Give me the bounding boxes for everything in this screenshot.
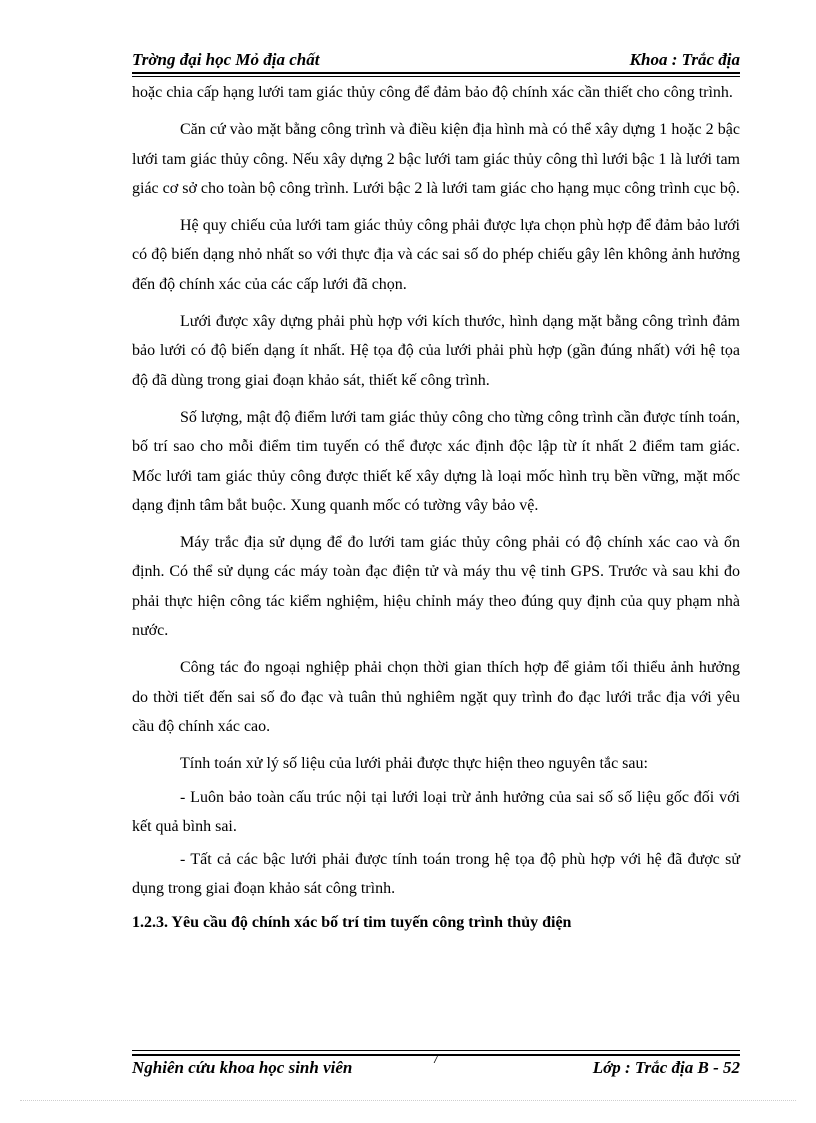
paragraph-1: hoặc chia cấp hạng lưới tam giác thủy công để đảm bảo độ chính xác cần thiết cho công trình. <box>132 84 733 101</box>
paragraph-6: Máy trắc địa sử dụng để đo lưới tam giác thủy công phải có độ chính xác cao và ổn định. Có thể sử dụng các máy toàn đạc điện tử và máy thu vệ tinh GPS. Trước và sau khi đo phải thực hiện công tác kiểm nghiệm, hiệu chỉnh máy theo đúng quy định của quy phạm nhà nước. <box>132 534 740 640</box>
page-boundary-dots <box>20 1100 796 1101</box>
paragraph-8: Tính toán xử lý số liệu của lưới phải được thực hiện theo nguyên tắc sau: <box>180 755 648 773</box>
page-body <box>132 78 740 937</box>
paragraph-2: Căn cứ vào mặt bằng công trình và điều kiện địa hình mà có thể xây dựng 1 hoặc 2 bậc lưới tam giác thủy công. Nếu xây dựng 2 bậc lưới tam giác thủy công thì lưới bậc 1 là lưới tam giác cơ sở cho toàn bộ công trình. Lưới bậc 2 là lưới tam giác cho hạng mục công trình cục bộ. <box>132 121 740 197</box>
paragraph-5: Số lượng, mật độ điểm lưới tam giác thủy công cho từng công trình cần được tính toán, bố trí sao cho mỗi điểm tim tuyến có thể được xác định độc lập từ ít nhất 2 điểm tam giác. Mốc lưới tam giác thủy công được thiết kế xây dựng là loại mốc hình trụ bền vững, mặt mốc dạng định tâm bắt buộc. Xung quanh mốc có tường vây bảo vệ. <box>132 408 740 514</box>
footer-class: Lớp : Trắc địa B - 52 <box>592 1058 740 1077</box>
page-header <box>132 50 740 72</box>
paragraph-4: Lưới được xây dựng phải phù hợp với kích thước, hình dạng mặt bằng công trình đảm bảo lưới có độ biến dạng ít nhất. Hệ tọa độ của lưới phải phù hợp (gần đúng nhất) với hệ tọa độ đã dùng trong giai đoạn khảo sát, thiết kế công trình. <box>132 313 740 389</box>
header-faculty: Khoa : Trắc địa <box>629 50 740 69</box>
header-university: Trờng đại học Mỏ địa chất <box>132 50 320 69</box>
footer-rule-thin <box>132 1050 740 1051</box>
header-rule-thin <box>132 76 740 77</box>
list-item-2: - Tất cả các bậc lưới phải được tính toán trong hệ tọa độ phù hợp với hệ đã được sử dụng trong giai đoạn khảo sát công trình. <box>132 851 740 898</box>
footer-research: Nghiên cứu khoa học sinh viên <box>132 1058 353 1077</box>
paragraph-7: Công tác đo ngoại nghiệp phải chọn thời gian thích hợp để giảm tối thiểu ảnh hưởng do thời tiết đến sai số đo đạc và tuân thủ nghiêm ngặt quy trình đo đạc lưới trắc địa với yêu cầu độ chính xác cao. <box>132 659 740 735</box>
page-footer <box>132 1052 740 1078</box>
paragraph-3: Hệ quy chiếu của lưới tam giác thủy công phải được lựa chọn phù hợp để đảm bảo lưới có độ biến dạng nhỏ nhất so với thực địa và các sai số do phép chiếu gây lên không ảnh hưởng đến độ chính xác của các cấp lưới đã chọn. <box>132 217 740 293</box>
header-rule-thick <box>132 72 740 74</box>
page-number: 7 <box>432 1052 439 1067</box>
section-heading: 1.2.3. Yêu cầu độ chính xác bố trí tim tuyến công trình thủy điện <box>132 913 572 931</box>
list-item-1: - Luôn bảo toàn cấu trúc nội tại lưới loại trừ ảnh hưởng của sai số số liệu gốc đối với kết quả bình sai. <box>132 788 740 835</box>
